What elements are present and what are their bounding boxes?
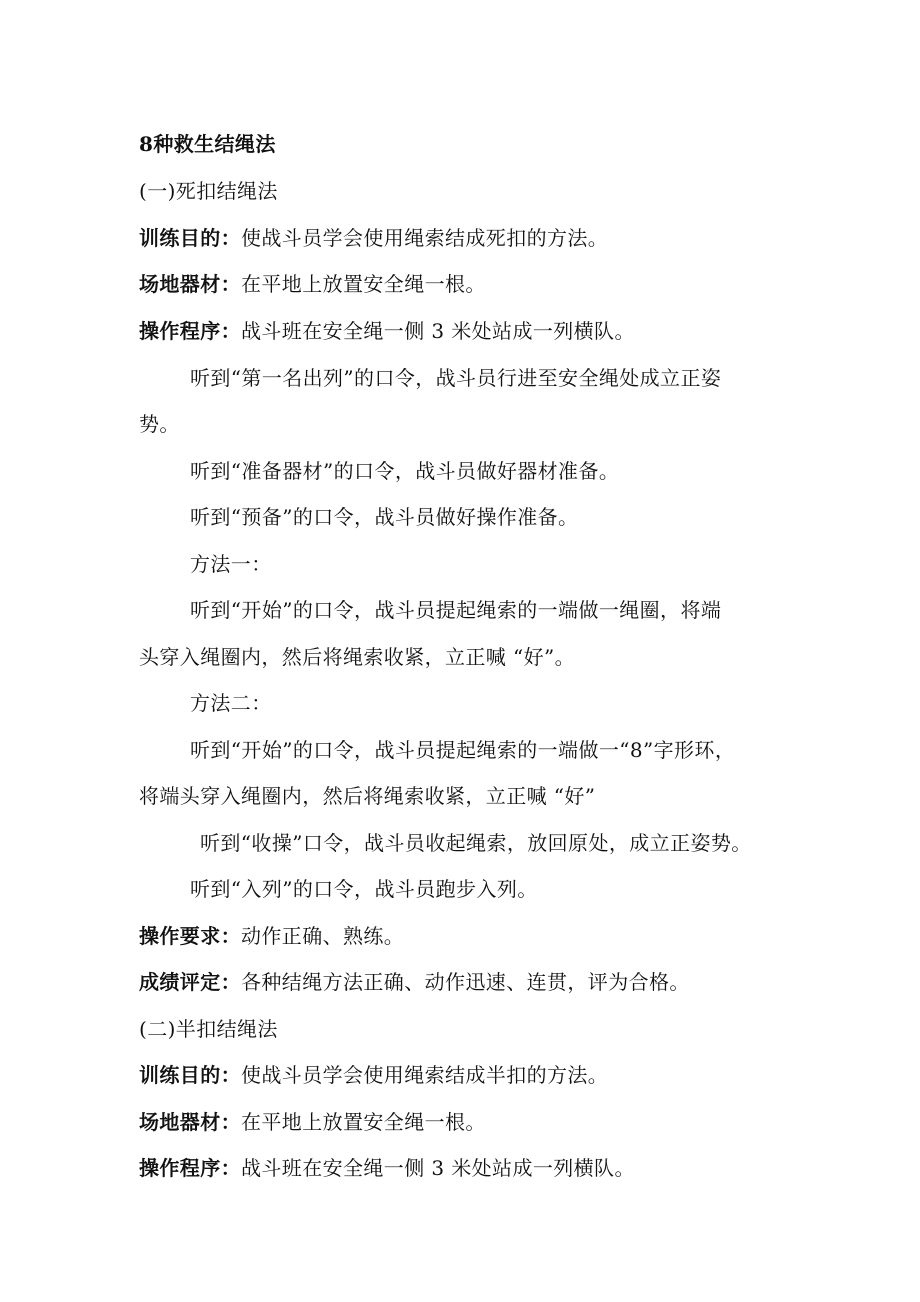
paragraph-line: 头穿入绳圈内，然后将绳索收紧，立正喊 “好”。 — [139, 645, 576, 669]
purpose-label: 训练目的： — [139, 226, 241, 250]
purpose-text: 使战斗员学会使用绳索结成死扣的方法。 — [241, 226, 609, 250]
purpose-line — [139, 226, 608, 250]
procedure-line — [139, 319, 635, 343]
procedure-line — [139, 1156, 635, 1180]
paragraph-line: 听到“开始”的口令，战斗员提起绳索的一端做一“8”字形环， — [190, 738, 736, 762]
purpose-line — [139, 1063, 608, 1087]
procedure-label: 操作程序： — [139, 1156, 241, 1180]
section-heading-2: (二)半扣结绳法 — [139, 1017, 278, 1041]
venue-text: 在平地上放置安全绳一根。 — [241, 1110, 486, 1134]
requirement-text: 动作正确、熟练。 — [241, 924, 405, 948]
method-two-heading: 方法二： — [190, 691, 272, 715]
paragraph-line: 听到“收操”口令，战斗员收起绳索，放回原处，成立正姿势。 — [200, 831, 752, 855]
venue-label: 场地器材： — [139, 272, 241, 296]
paragraph-line: 将端头穿入绳圈内，然后将绳索收紧，立正喊 “好” — [139, 784, 596, 808]
venue-line — [139, 1110, 486, 1134]
requirement-label: 操作要求： — [139, 924, 241, 948]
purpose-text: 使战斗员学会使用绳索结成半扣的方法。 — [241, 1063, 609, 1087]
paragraph-line: 听到“开始”的口令，战斗员提起绳索的一端做一绳圈，将端 — [190, 598, 722, 622]
requirement-line — [139, 924, 404, 948]
purpose-label: 训练目的： — [139, 1063, 241, 1087]
venue-text: 在平地上放置安全绳一根。 — [241, 272, 486, 296]
paragraph-line: 听到“准备器材”的口令，战斗员做好器材准备。 — [190, 459, 620, 483]
paragraph-line: 听到“入列”的口令，战斗员跑步入列。 — [190, 877, 538, 901]
document-title: 8种救生结绳法 — [139, 132, 276, 156]
procedure-label: 操作程序： — [139, 319, 241, 343]
paragraph-line: 听到“第一名出列”的口令，战斗员行进至安全绳处成立正姿 — [190, 366, 722, 390]
evaluation-label: 成绩评定： — [139, 970, 241, 994]
procedure-text: 战斗班在安全绳一侧 3 米处站成一列横队。 — [241, 319, 635, 343]
procedure-text: 战斗班在安全绳一侧 3 米处站成一列横队。 — [241, 1156, 635, 1180]
method-one-heading: 方法一： — [190, 552, 272, 576]
venue-label: 场地器材： — [139, 1110, 241, 1134]
paragraph-line: 势。 — [139, 412, 180, 436]
venue-line — [139, 272, 486, 296]
section-heading-1: (一)死扣结绳法 — [139, 179, 278, 203]
evaluation-line — [139, 970, 690, 994]
paragraph-line: 听到“预备”的口令，战斗员做好操作准备。 — [190, 505, 579, 529]
evaluation-text: 各种结绳方法正确、动作迅速、连贯，评为合格。 — [241, 970, 690, 994]
